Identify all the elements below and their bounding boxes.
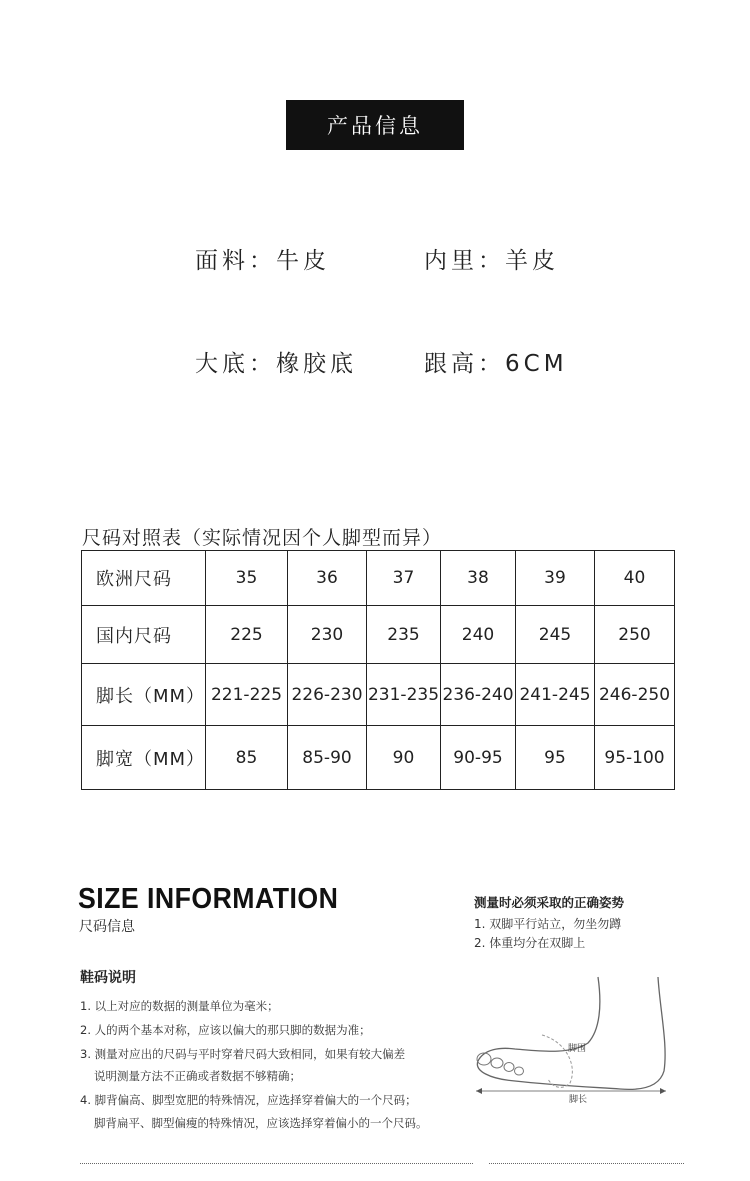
divider: [80, 1163, 473, 1164]
table-cell: 236-240: [441, 664, 516, 726]
spec-heel-height-value: 6CM: [505, 351, 568, 377]
size-note: 说明测量方法不正确或者数据不够精确；: [94, 1069, 301, 1083]
section-title: 产品信息: [286, 100, 464, 150]
table-cell: 246-250: [595, 664, 675, 726]
size-note: 脚背扁平、脚型偏瘦的特殊情况，应该选择穿着偏小的一个尺码。: [94, 1116, 428, 1130]
size-chart-title: 尺码对照表（实际情况因个人脚型而异）: [82, 527, 443, 549]
spec-outsole-label: 大底：: [195, 351, 276, 377]
foot-measurement-icon: [470, 975, 680, 1105]
spec-heel-height-label: 跟高：: [424, 351, 505, 377]
spec-lining-label: 内里：: [424, 248, 505, 274]
table-cell: 37: [367, 551, 441, 606]
size-chart-table: [81, 550, 675, 790]
spec-outsole-value: 橡胶底: [276, 351, 357, 377]
table-cell: 85-90: [288, 726, 367, 790]
row-header: 国内尺码: [82, 606, 206, 664]
table-cell: 38: [441, 551, 516, 606]
table-row: [82, 726, 675, 790]
table-cell: 245: [516, 606, 595, 664]
spec-material-value: 牛皮: [276, 248, 330, 274]
divider: [489, 1163, 684, 1164]
size-notes-title: 鞋码说明: [80, 970, 136, 986]
table-cell: 221-225: [206, 664, 288, 726]
spec-material: [195, 242, 330, 275]
table-cell: 235: [367, 606, 441, 664]
table-cell: 241-245: [516, 664, 595, 726]
table-cell: 90: [367, 726, 441, 790]
size-note: 4. 脚背偏高、脚型宽肥的特殊情况，应选择穿着偏大的一个尺码；: [80, 1093, 417, 1107]
row-header: 脚长（MM）: [82, 664, 206, 726]
table-cell: 40: [595, 551, 675, 606]
foot-girth-label: 脚围: [568, 1044, 587, 1054]
spec-lining: [424, 242, 559, 275]
table-cell: 85: [206, 726, 288, 790]
table-cell: 35: [206, 551, 288, 606]
posture-step: 1. 双脚平行站立，勿坐勿蹲: [474, 917, 622, 931]
row-header: 脚宽（MM）: [82, 726, 206, 790]
row-header: 欧洲尺码: [82, 551, 206, 606]
spec-heel-height: [424, 345, 568, 378]
table-cell: 36: [288, 551, 367, 606]
size-note: 2. 人的两个基本对称，应该以偏大的那只脚的数据为准；: [80, 1023, 371, 1037]
table-row: [82, 664, 675, 726]
spec-material-label: 面料：: [195, 248, 276, 274]
posture-step: 2. 体重均分在双脚上: [474, 936, 586, 950]
table-cell: 39: [516, 551, 595, 606]
table-row: [82, 606, 675, 664]
table-cell: 90-95: [441, 726, 516, 790]
table-cell: 95: [516, 726, 595, 790]
size-information-heading: SIZE INFORMATION: [78, 883, 339, 915]
size-information-subheading: 尺码信息: [79, 919, 135, 935]
table-cell: 240: [441, 606, 516, 664]
table-row: [82, 551, 675, 606]
posture-title: 测量时必须采取的正确姿势: [474, 895, 625, 910]
table-cell: 250: [595, 606, 675, 664]
foot-length-label: 脚长: [569, 1095, 588, 1105]
size-note: 1. 以上对应的数据的测量单位为毫米；: [80, 999, 279, 1013]
table-cell: 225: [206, 606, 288, 664]
size-note: 3. 测量对应出的尺码与平时穿着尺码大致相同，如果有较大偏差: [80, 1047, 406, 1061]
table-cell: 231-235: [367, 664, 441, 726]
table-cell: 95-100: [595, 726, 675, 790]
spec-outsole: [195, 345, 357, 378]
table-cell: 226-230: [288, 664, 367, 726]
table-cell: 230: [288, 606, 367, 664]
spec-lining-value: 羊皮: [505, 248, 559, 274]
